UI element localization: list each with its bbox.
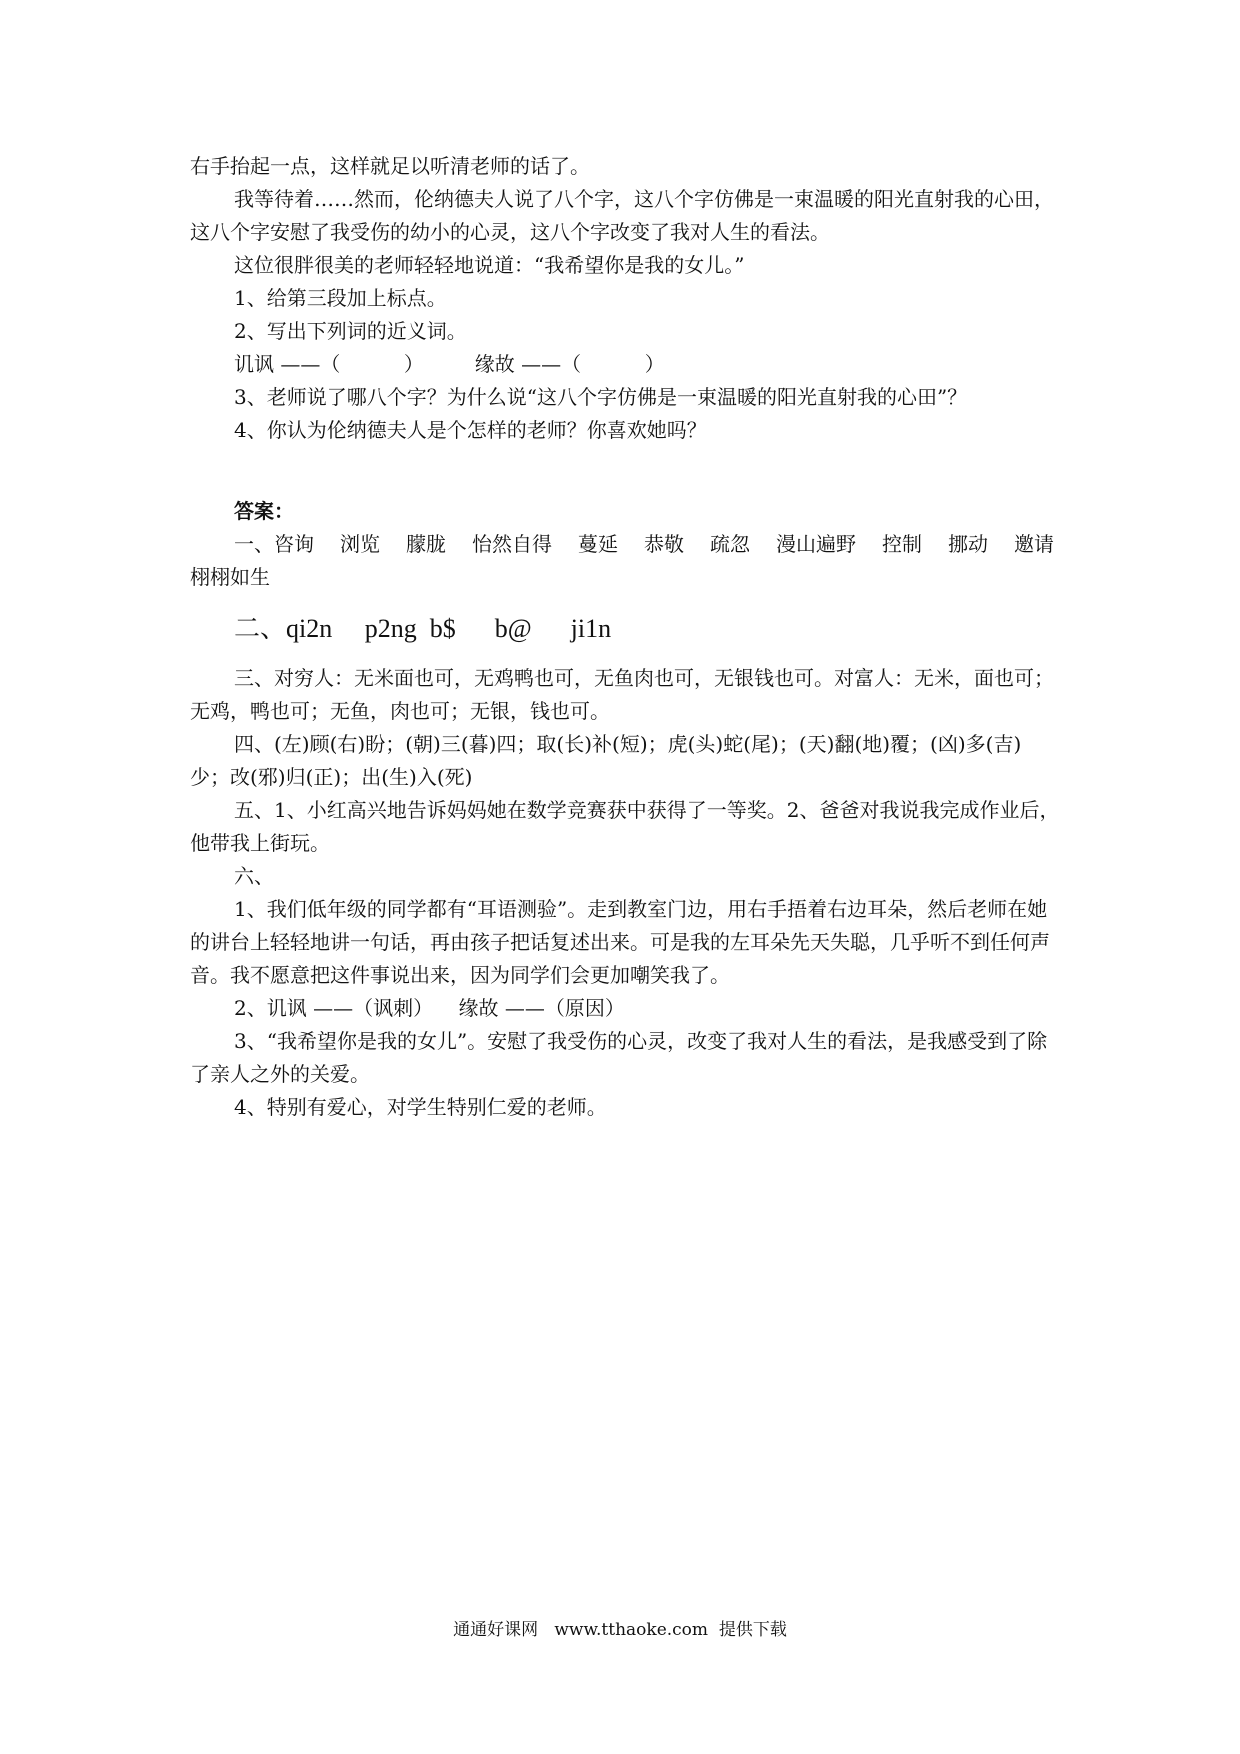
- answer-one-wrap: 栩栩如生: [190, 565, 270, 589]
- document-page: [190, 150, 1060, 1124]
- question-3: 3、老师说了哪八个字？为什么说“这八个字仿佛是一束温暖的阳光直射我的心田”？: [234, 385, 968, 409]
- question-1: 1、给第三段加上标点。: [234, 286, 447, 310]
- answer-one-words: [190, 528, 1060, 561]
- answer-one-word: 一、咨询: [234, 532, 314, 556]
- answer-one-word: 疏忽: [710, 532, 750, 556]
- answer-six-3: 3、“我希望你是我的女儿”。安慰了我受伤的心灵，改变了我对人生的看法，是我感受到了除了亲人之外的关爱。: [190, 1029, 1048, 1086]
- passage-paragraph-teacher: 这位很胖很美的老师轻轻地说道：“我希望你是我的女儿。”: [234, 253, 745, 277]
- passage-paragraph-waiting: 我等待着……然而，伦纳德夫人说了八个字，这八个字仿佛是一束温暖的阳光直射我的心田，这八个字安慰了我受伤的幼小的心灵，这八个字改变了我对人生的看法。: [190, 187, 1054, 244]
- passage-continuation: 右手抬起一点，这样就足以听清老师的话了。: [190, 154, 590, 178]
- question-2-words: 讥讽 ——（ ） 缘故 ——（ ）: [234, 352, 665, 376]
- answer-one-word: 朦胧: [406, 532, 446, 556]
- answer-four: 四、(左)顾(右)盼；(朝)三(暮)四；取(长)补(短)；虎(头)蛇(尾)；(天)翻(地)覆；(凶)多(吉)少；改(邪)归(正)；出(生)入(死): [190, 732, 1022, 789]
- answer-one-word: 邀请: [1014, 532, 1054, 556]
- answer-two-pinyin: 二、qi2n p2ng b$ b@ ji1n: [234, 614, 612, 643]
- answer-one-word: 浏览: [340, 532, 380, 556]
- section-gap: [190, 447, 1060, 495]
- answer-five: 五、1、小红高兴地告诉妈妈她在数学竞赛获中获得了一等奖。2、爸爸对我说我完成作业后，他带我上街玩。: [190, 798, 1060, 855]
- answer-one-word: 控制: [882, 532, 922, 556]
- answer-three: 三、对穷人：无米面也可，无鸡鸭也可，无鱼肉也可，无银钱也可。对富人：无米，面也可；无鸡，鸭也可；无鱼，肉也可；无银，钱也可。: [190, 666, 1054, 723]
- answer-six-4: 4、特别有爱心，对学生特别仁爱的老师。: [234, 1095, 607, 1119]
- answer-six-2: 2、讥讽 ——（讽刺） 缘故 ——（原因）: [234, 996, 625, 1020]
- answer-six-title: 六、: [234, 864, 274, 888]
- answer-six-1: 1、我们低年级的同学都有“耳语测验”。走到教室门边，用右手捂着右边耳朵，然后老师在她的讲台上轻轻地讲一句话，再由孩子把话复述出来。可是我的左耳朵先天失聪，几乎听不到任何声音。我不愿意把这件事说出来，因为同学们会更加嘲笑我了。: [190, 897, 1050, 987]
- answers-title: 答案：: [234, 499, 294, 523]
- question-2: 2、写出下列词的近义词。: [234, 319, 467, 343]
- answer-one-word: 挪动: [948, 532, 988, 556]
- answer-one-word: 蔓延: [578, 532, 618, 556]
- answer-one-word: 恭敬: [644, 532, 684, 556]
- question-4: 4、你认为伦纳德夫人是个怎样的老师？你喜欢她吗？: [234, 418, 707, 442]
- page-footer: 通通好课网 www.tthaoke.com 提供下载: [453, 1620, 787, 1640]
- answer-one-word: 怡然自得: [472, 532, 552, 556]
- answer-one-word: 漫山遍野: [776, 532, 856, 556]
